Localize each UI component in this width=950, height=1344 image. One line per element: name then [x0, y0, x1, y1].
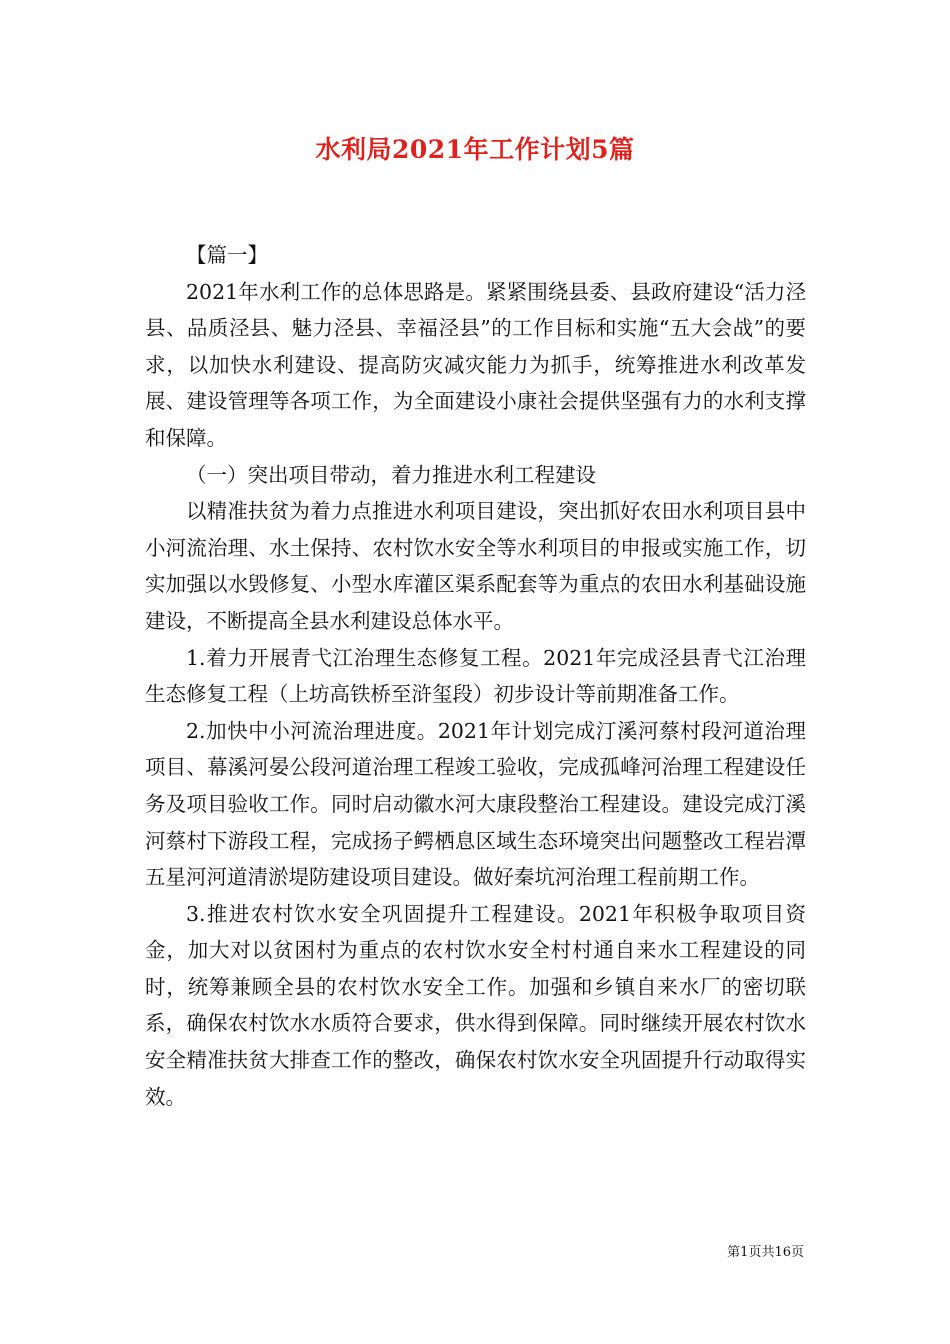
subsection-heading-one: （一）突出项目带动，着力推进水利工程建设 — [186, 462, 596, 487]
paragraph-item-1: 1.着力开展青弋江治理生态修复工程。2021年完成泾县青弋江治理生态修复工程（上坊高铁桥至浒玺段）初步设计等前期准备工作。 — [145, 645, 806, 707]
document-body — [145, 237, 806, 1115]
document-title: 水利局2021年工作计划5篇 — [315, 135, 635, 164]
paragraph-item-3: 3.推进农村饮水安全巩固提升工程建设。2021年积极争取项目资金，加大对以贫困村为重点的农村饮水安全村村通自来水工程建设的同时，统筹兼顾全县的农村饮水安全工作。加强和乡镇自来水厂的密切联系，确保农村饮水水质符合要求，供水得到保障。同时继续开展农村饮水安全精准扶贫大排查工作的整改，确保农村饮水安全巩固提升行动取得实效。 — [145, 901, 806, 1109]
paragraph-item-2: 2.加快中小河流治理进度。2021年计划完成汀溪河蔡村段河道治理项目、幕溪河晏公段河道治理工程竣工验收，完成孤峰河治理工程建设任务及项目验收工作。同时启动徽水河大康段整治工程建设。建设完成汀溪河蔡村下游段工程，完成扬子鳄栖息区域生态环境突出问题整改工程岩潭五星河河道清淤堤防建设项目建设。做好秦坑河治理工程前期工作。 — [145, 718, 806, 890]
section-heading-part-one: 【篇一】 — [186, 243, 268, 267]
paragraph-overall-approach: 2021年水利工作的总体思路是。紧紧围绕县委、县政府建设“活力泾县、品质泾县、魅力泾县、幸福泾县”的工作目标和实施“五大会战”的要求，以加快水利建设、提高防灾减灾能力为抓手，统筹推进水利改革发展、建设管理等各项工作，为全面建设小康社会提供坚强有力的水利支撑和保障。 — [145, 279, 806, 450]
paragraph-project-construction: 以精准扶贫为着力点推进水利项目建设，突出抓好农田水利项目县中小河流治理、水土保持、农村饮水安全等水利项目的申报或实施工作，切实加强以水毁修复、小型水库灌区渠系配套等为重点的农田水利基础设施建设，不断提高全县水利建设总体水平。 — [145, 499, 806, 633]
page-number-footer: 第1页共16页 — [727, 1245, 804, 1260]
